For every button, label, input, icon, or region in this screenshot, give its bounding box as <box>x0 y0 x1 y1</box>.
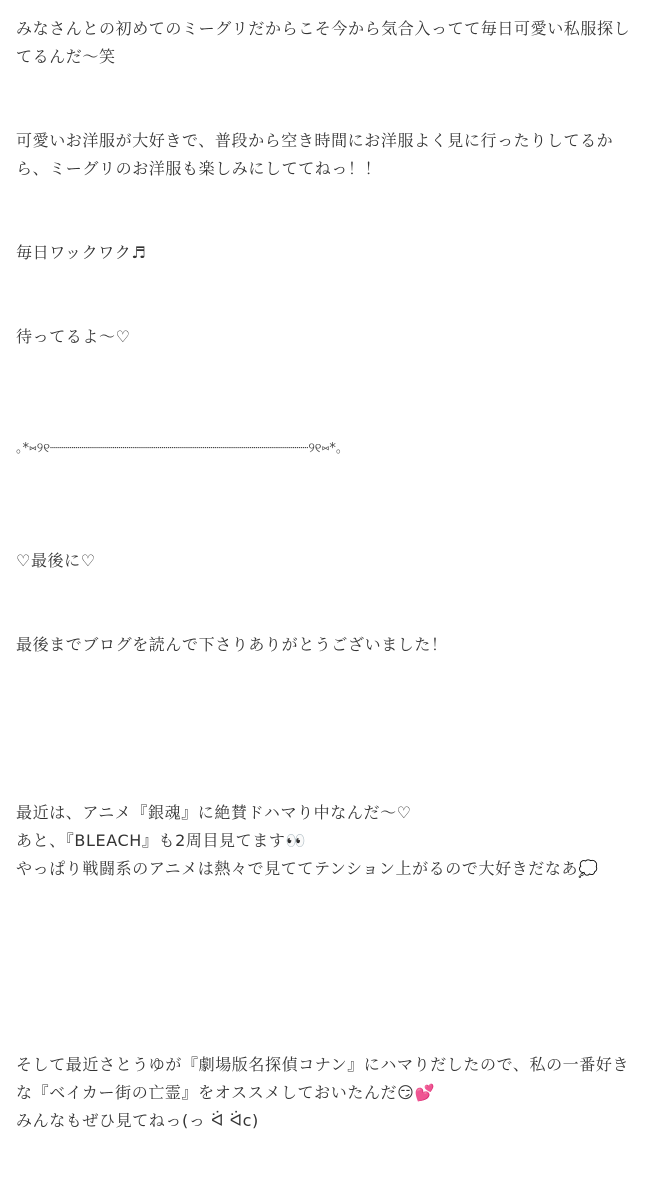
spacer <box>16 939 631 995</box>
spacer <box>16 463 631 547</box>
spacer <box>16 183 631 239</box>
section-heading-finally: ♡最後に♡ <box>16 551 96 570</box>
paragraph-conan <box>16 995 631 1191</box>
paragraph-anime <box>16 743 631 939</box>
blog-post-body <box>16 15 631 1191</box>
paragraph-waiting: 待ってるよ〜♡ <box>16 327 131 346</box>
spacer <box>16 267 631 323</box>
conan-line-recommend: そして最近さとうゆが『劇場版名探偵コナン』にハマりだしたので、私の一番好きな『ベイカー街の亡霊』をオススメしておいたんだ😏💕 <box>16 1055 630 1102</box>
paragraph-thanks: 最後までブログを読んで下さりありがとうございました！ <box>16 635 448 654</box>
spacer <box>16 575 631 631</box>
anime-line-gintama: 最近は、アニメ『銀魂』に絶賛ドハマり中なんだ〜♡ <box>16 803 412 822</box>
anime-line-battle: やっぱり戦闘系のアニメは熱々で見ててテンション上がるので大好きだなあ💭 <box>16 859 599 878</box>
spacer <box>16 351 631 435</box>
spacer <box>16 659 631 743</box>
conan-line-watch: みんなもぜひ見てねっ(っ ᐛ ᐛc) <box>16 1111 259 1130</box>
anime-line-bleach: あと、『BLEACH』も2周目見てます👀 <box>16 831 306 850</box>
spacer <box>16 71 631 127</box>
paragraph-love-clothes: 可愛いお洋服が大好きで、普段から空き時間にお洋服よく見に行ったりしてるから、ミーグリのお洋服も楽しみにしててねっ！！ <box>16 131 614 178</box>
paragraph-excited: 毎日ワックワク♬ <box>16 243 147 262</box>
decorative-divider: ｡*⑅୨୧┈┈┈┈┈┈┈┈┈┈┈┈┈┈┈┈┈┈┈┈┈┈┈┈┈┈┈┈┈┈┈┈┈୨୧⑅*｡ <box>16 441 343 456</box>
paragraph-miguri-clothes: みなさんとの初めてのミーグリだからこそ今から気合入ってて毎日可愛い私服探してるんだ〜笑 <box>16 19 631 66</box>
